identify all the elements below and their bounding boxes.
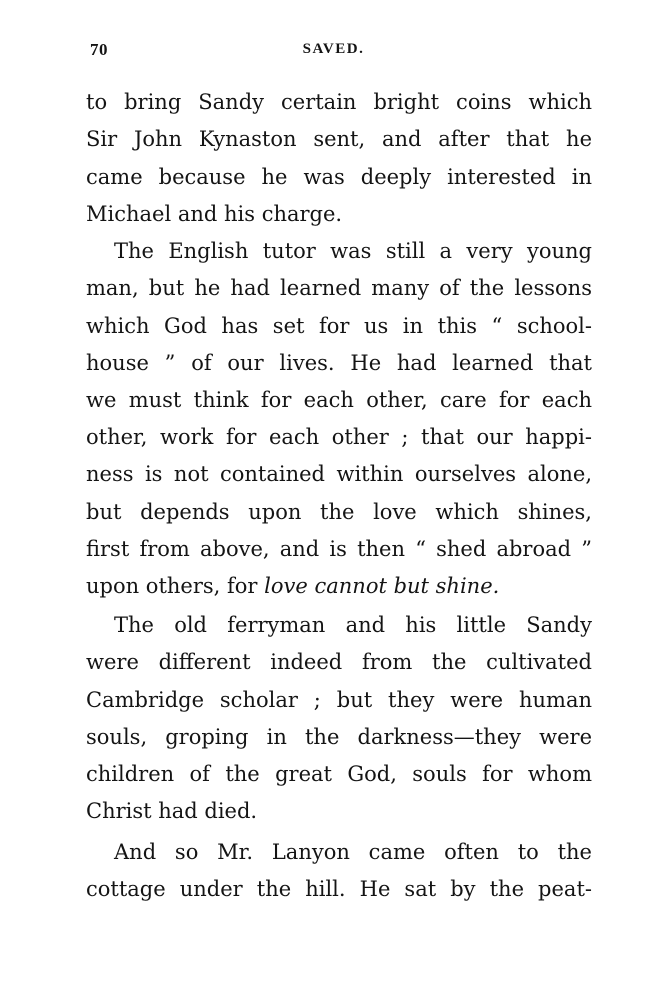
text-line: which God has set for us in this “ school- (86, 314, 592, 338)
italic-phrase: love cannot but shine. (264, 574, 500, 598)
paragraph-first-line: The English tutor was still a very young (114, 239, 592, 263)
text-line: Michael and his charge. (86, 202, 343, 226)
text-run: upon others, for (86, 574, 265, 598)
text-line: cottage under the hill. He sat by the peat- (86, 877, 592, 901)
paragraph-first-line: And so Mr. Lanyon came often to the (114, 840, 592, 864)
text-line: man, but he had learned many of the lessons (86, 276, 592, 300)
text-line: house ” of our lives. He had learned that (86, 351, 592, 375)
text-line: souls, groping in the darkness—they were (86, 725, 592, 749)
text-line (86, 569, 592, 603)
page-number: 70 (90, 40, 108, 59)
running-head: SAVED. (302, 41, 365, 57)
text-line: first from above, and is then “ shed abroad ” (86, 537, 592, 561)
text-line: ness is not contained within ourselves alone, (86, 462, 592, 486)
text-line: other, work for each other ; that our happi- (86, 425, 592, 449)
text-line: came because he was deeply interested in (86, 165, 592, 189)
text-line: but depends upon the love which shines, (86, 500, 592, 524)
text-line: to bring Sandy certain bright coins which (86, 90, 592, 114)
text-line: Sir John Kynaston sent, and after that he (86, 127, 592, 151)
text-line: Cambridge scholar ; but they were human (86, 688, 592, 712)
text-line: Christ had died. (86, 799, 258, 823)
text-line: we must think for each other, care for each (86, 388, 592, 412)
text-line: were different indeed from the cultivated (86, 650, 592, 674)
paragraph-first-line: The old ferryman and his little Sandy (114, 613, 592, 637)
text-line: children of the great God, souls for whom (86, 762, 592, 786)
